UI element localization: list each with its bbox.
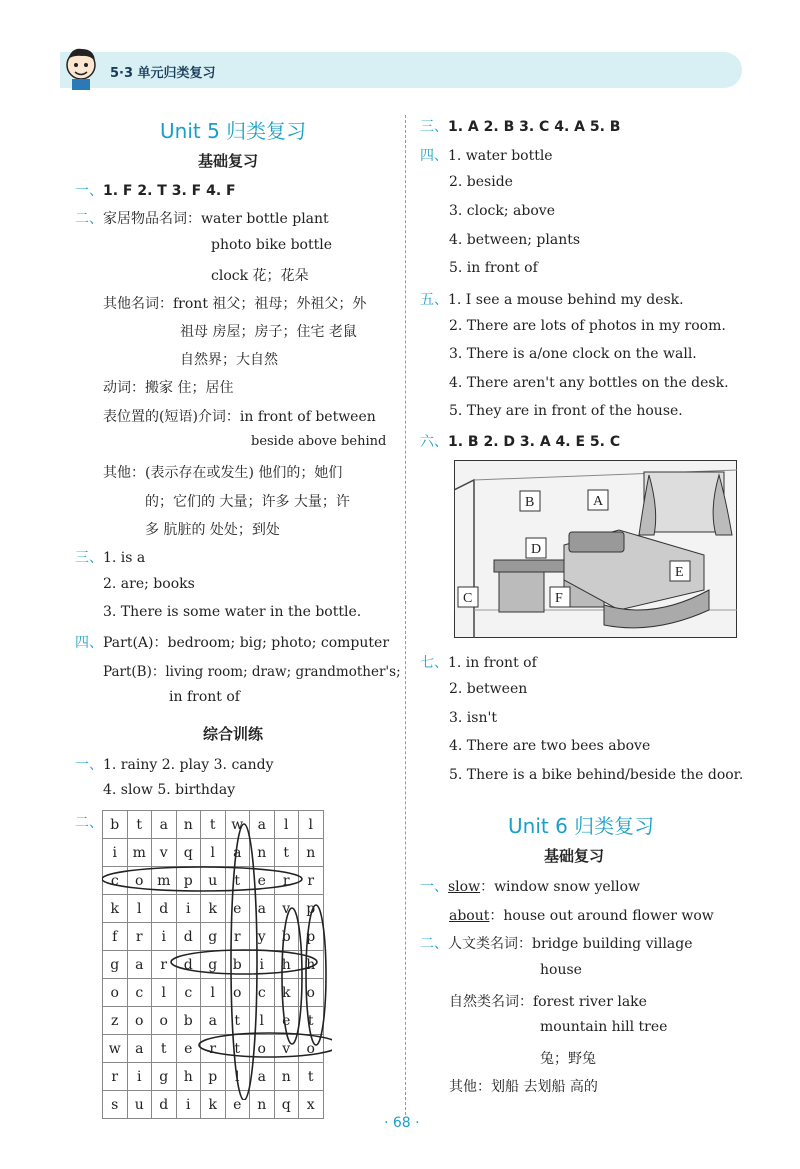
- left-s2-l7: 动词：搬家 住；居住: [103, 380, 234, 396]
- left-s2-l3: clock 花；花朵: [211, 268, 309, 284]
- grid-cell: o: [127, 867, 152, 895]
- grid-cell: z: [103, 1007, 128, 1035]
- right-r4-l4: 4. between; plants: [449, 232, 581, 248]
- bedroom-illustration: [454, 460, 737, 638]
- grid-cell: g: [201, 923, 226, 951]
- grid-cell: q: [274, 1091, 299, 1119]
- left-s2-l1: 二、家居物品名词：water bottle plant: [75, 211, 329, 227]
- grid-cell: t: [299, 1063, 324, 1091]
- pic-label-a: A: [593, 494, 604, 509]
- grid-cell: l: [250, 1007, 275, 1035]
- grid-cell: t: [225, 867, 250, 895]
- grid-cell: h: [274, 951, 299, 979]
- grid-cell: l: [274, 811, 299, 839]
- grid-cell: o: [250, 1035, 275, 1063]
- grid-cell: t: [152, 1035, 177, 1063]
- grid-cell: d: [152, 895, 177, 923]
- right-r7-l4: 4. There are two bees above: [449, 738, 651, 754]
- right-u6-2-l4: mountain hill tree: [540, 1019, 668, 1035]
- grid-cell: h: [176, 1063, 201, 1091]
- unit6-title: Unit 6 归类复习: [508, 814, 655, 838]
- left-s2-l4: 其他名词：front 祖父；祖母；外祖父；外: [103, 296, 367, 312]
- grid-cell: f: [103, 923, 128, 951]
- right-u6-2-l3: 自然类名词：forest river lake: [449, 994, 647, 1010]
- grid-cell: e: [225, 895, 250, 923]
- grid-cell: i: [176, 895, 201, 923]
- grid-cell: g: [103, 951, 128, 979]
- grid-cell: n: [299, 839, 324, 867]
- pic-label-e: E: [675, 565, 684, 580]
- grid-cell: l: [201, 979, 226, 1007]
- left-s4-l2: Part(B)：living room; draw; grandmother's;: [103, 664, 401, 680]
- grid-cell: a: [250, 1063, 275, 1091]
- grid-cell: i: [152, 923, 177, 951]
- grid-cell: b: [274, 923, 299, 951]
- grid-cell: d: [176, 951, 201, 979]
- grid-cell: p: [299, 895, 324, 923]
- grid-cell: b: [103, 811, 128, 839]
- right-r7-l1: 七、1. in front of: [420, 655, 537, 671]
- grid-cell: i: [127, 1063, 152, 1091]
- right-u6-2-l6: 其他：划船 去划船 高的: [449, 1079, 598, 1095]
- pic-label-d: D: [531, 542, 542, 557]
- grid-cell: c: [127, 979, 152, 1007]
- grid-cell: c: [250, 979, 275, 1007]
- comprehensive-title: 综合训练: [203, 725, 264, 743]
- left-s4-l1: 四、Part(A)：bedroom; big; photo; computer: [75, 635, 390, 651]
- right-u6-2-l5: 兔；野兔: [540, 1051, 596, 1067]
- right-u6-2-l1: 二、人文类名词：bridge building village: [420, 936, 693, 952]
- unit6-basic-title: 基础复习: [544, 847, 605, 865]
- grid-cell: w: [225, 811, 250, 839]
- grid-cell: t: [127, 811, 152, 839]
- right-u6-1-l2: about：house out around flower wow: [449, 908, 714, 924]
- unit5-title: Unit 5 归类复习: [160, 119, 307, 143]
- grid-cell: o: [299, 979, 324, 1007]
- grid-cell: a: [250, 811, 275, 839]
- grid-cell: t: [299, 1007, 324, 1035]
- grid-cell: c: [103, 867, 128, 895]
- left-s2-l10: 其他：(表示存在或发生) 他们的；她们: [103, 465, 343, 481]
- grid-cell: n: [250, 839, 275, 867]
- grid-cell: r: [201, 1035, 226, 1063]
- header-title: 5·3 单元归类复习: [110, 66, 216, 81]
- grid-cell: o: [152, 1007, 177, 1035]
- right-u6-2-l2: house: [540, 962, 582, 978]
- pic-label-f: F: [555, 591, 563, 606]
- grid-cell: m: [152, 867, 177, 895]
- grid-cell: w: [103, 1035, 128, 1063]
- grid-cell: t: [201, 811, 226, 839]
- grid-cell: l: [201, 839, 226, 867]
- grid-cell: v: [152, 839, 177, 867]
- right-r5-l3: 3. There is a/one clock on the wall.: [449, 346, 697, 362]
- grid-cell: a: [225, 839, 250, 867]
- unit5-basic-title: 基础复习: [198, 152, 259, 170]
- grid-cell: e: [176, 1035, 201, 1063]
- grid-cell: t: [225, 1035, 250, 1063]
- grid-cell: a: [152, 811, 177, 839]
- right-r3: 三、1. A 2. B 3. C 4. A 5. B: [420, 119, 621, 135]
- left-s2-l9: beside above behind: [251, 434, 387, 449]
- grid-cell: b: [176, 1007, 201, 1035]
- grid-cell: n: [274, 1063, 299, 1091]
- left-s2-l2: photo bike bottle: [211, 237, 332, 253]
- grid-cell: e: [250, 867, 275, 895]
- left-s1: 一、1. F 2. T 3. F 4. F: [75, 183, 236, 199]
- grid-cell: a: [127, 1035, 152, 1063]
- right-r6: 六、1. B 2. D 3. A 4. E 5. C: [420, 434, 621, 450]
- left-s2-l8: 表位置的(短语)介词：in front of between: [103, 409, 376, 425]
- grid-cell: k: [103, 895, 128, 923]
- right-u6-1-l1: 一、slow：window snow yellow: [420, 879, 641, 895]
- left-s2-l12: 多 肮脏的 处处；到处: [145, 522, 280, 538]
- right-r5-l4: 4. There aren't any bottles on the desk.: [449, 375, 729, 391]
- word-search-circles: [102, 810, 332, 1100]
- grid-cell: r: [103, 1063, 128, 1091]
- right-r5-l5: 5. They are in front of the house.: [449, 403, 683, 419]
- grid-cell: g: [201, 951, 226, 979]
- grid-cell: b: [225, 951, 250, 979]
- grid-cell: k: [274, 979, 299, 1007]
- grid-cell: u: [127, 1091, 152, 1119]
- grid-cell: k: [201, 1091, 226, 1119]
- grid-cell: d: [152, 1091, 177, 1119]
- right-r5-l2: 2. There are lots of photos in my room.: [449, 318, 726, 334]
- grid-cell: r: [225, 923, 250, 951]
- grid-cell: l: [225, 1063, 250, 1091]
- column-divider: [405, 115, 406, 1115]
- grid-cell: y: [250, 923, 275, 951]
- grid-cell: l: [299, 811, 324, 839]
- right-r7-l2: 2. between: [449, 681, 528, 697]
- pic-label-c: C: [463, 591, 473, 606]
- left-s2-l5: 祖母 房屋；房子；住宅 老鼠: [180, 324, 357, 340]
- grid-cell: t: [225, 1007, 250, 1035]
- grid-cell: k: [201, 895, 226, 923]
- pic-label-b: B: [525, 495, 535, 510]
- grid-cell: r: [274, 867, 299, 895]
- left-c1-l2: 4. slow 5. birthday: [103, 782, 236, 798]
- grid-cell: i: [103, 839, 128, 867]
- mascot-icon: [60, 45, 102, 91]
- right-r7-l3: 3. isn't: [449, 710, 497, 726]
- right-r4-l3: 3. clock; above: [449, 203, 555, 219]
- grid-cell: i: [176, 1091, 201, 1119]
- grid-cell: m: [127, 839, 152, 867]
- grid-cell: v: [274, 895, 299, 923]
- grid-cell: o: [225, 979, 250, 1007]
- left-s4-l3: in front of: [169, 689, 240, 705]
- grid-cell: x: [299, 1091, 324, 1119]
- grid-cell: a: [127, 951, 152, 979]
- grid-cell: l: [152, 979, 177, 1007]
- grid-cell: p: [176, 867, 201, 895]
- left-c1-l1: 一、1. rainy 2. play 3. candy: [75, 757, 274, 773]
- grid-cell: r: [299, 867, 324, 895]
- grid-cell: c: [176, 979, 201, 1007]
- grid-cell: n: [250, 1091, 275, 1119]
- grid-cell: t: [274, 839, 299, 867]
- left-s3-l2: 2. are; books: [103, 576, 195, 592]
- right-r7-l5: 5. There is a bike behind/beside the door.: [449, 767, 744, 783]
- grid-cell: e: [274, 1007, 299, 1035]
- grid-cell: p: [299, 923, 324, 951]
- grid-cell: a: [201, 1007, 226, 1035]
- grid-cell: l: [127, 895, 152, 923]
- grid-cell: p: [201, 1063, 226, 1091]
- grid-cell: v: [274, 1035, 299, 1063]
- left-s3-l1: 三、1. is a: [75, 550, 146, 566]
- right-r4-l1: 四、1. water bottle: [420, 148, 553, 164]
- grid-cell: a: [250, 895, 275, 923]
- grid-cell: u: [201, 867, 226, 895]
- page-number: · 68 ·: [384, 1115, 420, 1131]
- grid-cell: o: [299, 1035, 324, 1063]
- grid-cell: r: [152, 951, 177, 979]
- grid-cell: r: [127, 923, 152, 951]
- right-r5-l1: 五、1. I see a mouse behind my desk.: [420, 292, 684, 308]
- grid-cell: s: [103, 1091, 128, 1119]
- grid-cell: d: [176, 923, 201, 951]
- grid-cell: i: [250, 951, 275, 979]
- grid-cell: o: [103, 979, 128, 1007]
- left-s2-l11: 的；它们的 大量；许多 大量；许: [145, 494, 350, 510]
- grid-cell: n: [176, 811, 201, 839]
- right-r4-l2: 2. beside: [449, 174, 513, 190]
- grid-cell: e: [225, 1091, 250, 1119]
- grid-cell: o: [127, 1007, 152, 1035]
- left-c2-label: 二、: [75, 815, 103, 831]
- grid-cell: h: [299, 951, 324, 979]
- grid-cell: g: [152, 1063, 177, 1091]
- grid-cell: q: [176, 839, 201, 867]
- left-s3-l3: 3. There is some water in the bottle.: [103, 604, 362, 620]
- right-r4-l5: 5. in front of: [449, 260, 538, 276]
- left-s2-l6: 自然界；大自然: [180, 352, 278, 368]
